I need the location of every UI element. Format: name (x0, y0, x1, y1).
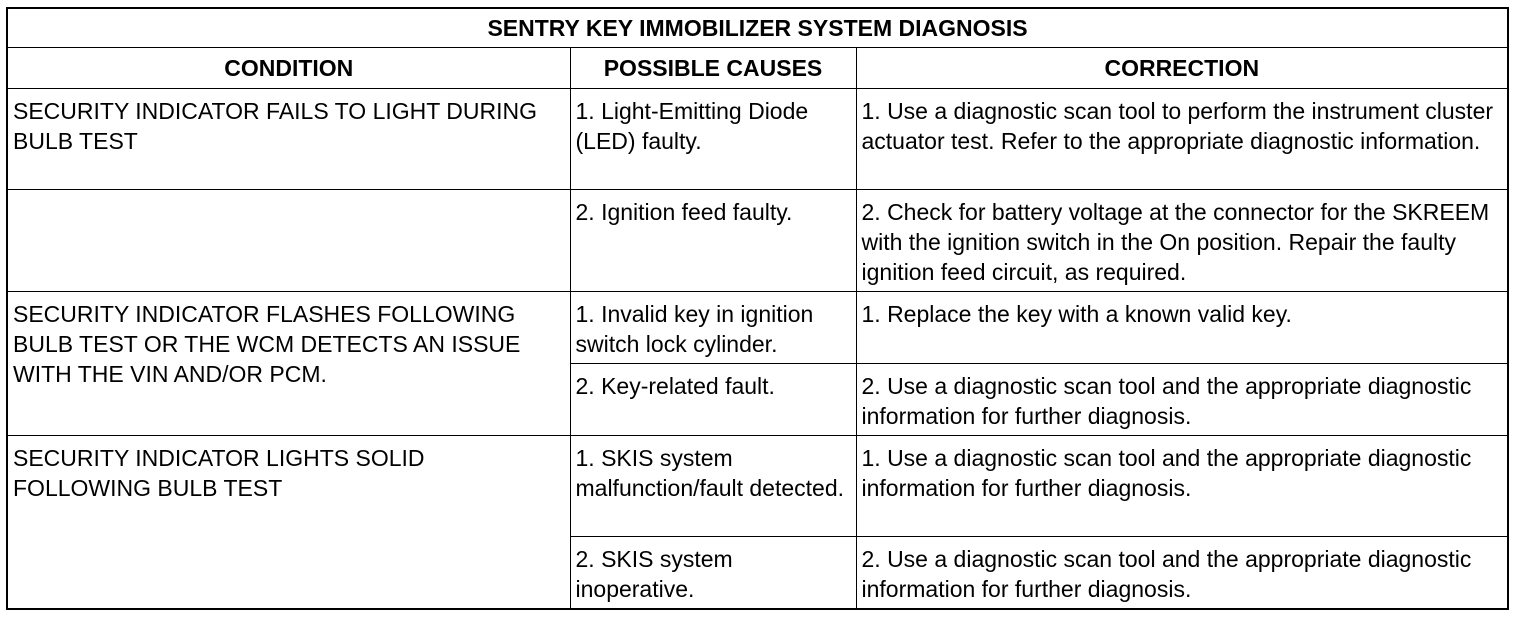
condition-cell (7, 292, 570, 436)
table-row (7, 292, 1508, 364)
header-possible-causes: POSSIBLE CAUSES (570, 48, 856, 89)
correction-text: 2. Use a diagnostic scan tool and the appropriate diagnostic information for further diagnosis. (861, 546, 1472, 602)
correction-cell (856, 292, 1508, 364)
condition-cell-empty (7, 190, 570, 292)
correction-cell (856, 436, 1508, 537)
condition-text: SECURITY INDICATOR FAILS TO LIGHT DURING BULB TEST (13, 98, 537, 154)
cause-text: 1. Invalid key in ignition switch lock cylinder. (575, 301, 814, 357)
cause-cell (570, 89, 856, 190)
condition-cell (7, 89, 570, 190)
correction-text: 1. Use a diagnostic scan tool and the appropriate diagnostic information for further diagnosis. (861, 445, 1472, 501)
correction-text: 2. Use a diagnostic scan tool and the appropriate diagnostic information for further diagnosis. (861, 373, 1472, 429)
cause-text: 2. Key-related fault. (575, 373, 775, 399)
cause-cell (570, 292, 856, 364)
table-row (7, 436, 1508, 537)
cause-text: 1. SKIS system malfunction/fault detected. (575, 445, 844, 501)
table-row (7, 190, 1508, 292)
condition-text: SECURITY INDICATOR FLASHES FOLLOWING BULB TEST OR THE WCM DETECTS AN ISSUE WITH THE VIN AND/OR PCM. (13, 301, 521, 387)
correction-text: 1. Use a diagnostic scan tool to perform the instrument cluster actuator test. Refer to the appropriate diagnostic information. (861, 98, 1494, 154)
cause-cell (570, 364, 856, 436)
table-title: SENTRY KEY IMMOBILIZER SYSTEM DIAGNOSIS (7, 8, 1508, 48)
correction-cell (856, 89, 1508, 190)
cause-cell (570, 537, 856, 610)
header-correction: CORRECTION (856, 48, 1508, 89)
cause-cell (570, 436, 856, 537)
correction-cell (856, 364, 1508, 436)
correction-cell (856, 537, 1508, 610)
correction-text: 1. Replace the key with a known valid key. (861, 301, 1292, 327)
cause-text: 1. Light-Emitting Diode (LED) faulty. (575, 98, 809, 154)
cause-text: 2. Ignition feed faulty. (575, 199, 793, 225)
diagnosis-table (6, 7, 1509, 610)
correction-text: 2. Check for battery voltage at the connector for the SKREEM with the ignition switch in the On position. Repair the faulty ignition feed circuit, as required. (861, 199, 1490, 285)
correction-cell (856, 190, 1508, 292)
condition-text: SECURITY INDICATOR LIGHTS SOLID FOLLOWING BULB TEST (13, 445, 425, 501)
cause-text: 2. SKIS system inoperative. (575, 546, 733, 602)
header-condition: CONDITION (7, 48, 570, 89)
condition-cell (7, 436, 570, 610)
cause-cell (570, 190, 856, 292)
table-row (7, 89, 1508, 190)
